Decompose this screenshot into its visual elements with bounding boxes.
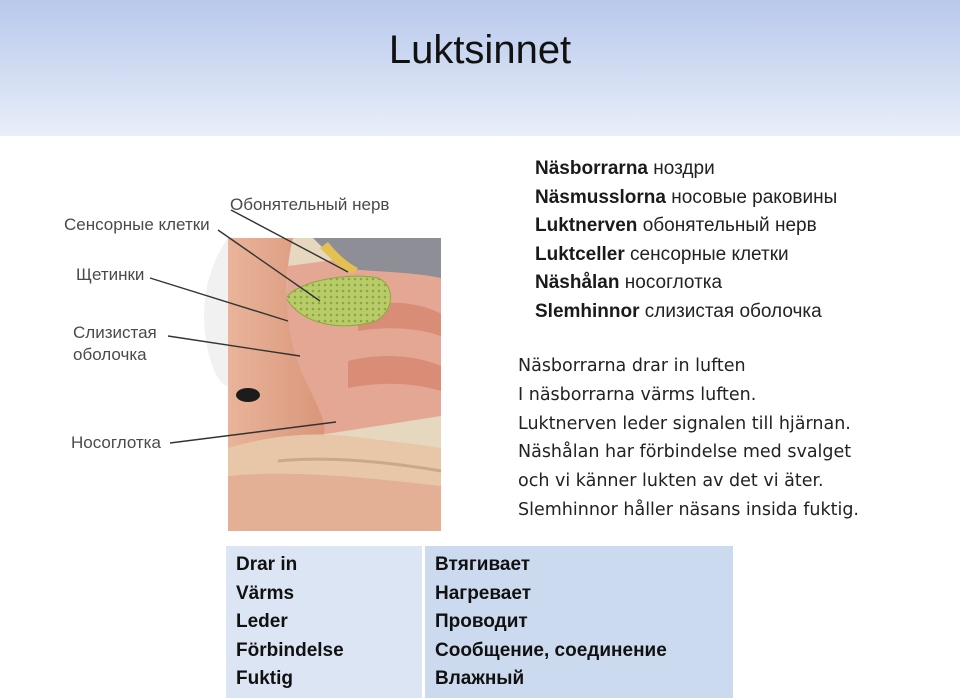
swedish-word: Förbindelse [236, 639, 344, 661]
russian-word: Нагревает [435, 582, 531, 604]
vocab-translation: обонятельный нерв [642, 215, 817, 237]
vocab-term: Luktceller [535, 243, 625, 265]
nostril [236, 388, 260, 402]
vocab-term: Näsborrarna [535, 158, 648, 179]
vocabulary-list [535, 155, 837, 327]
page-title: Luktsinnet [388, 28, 572, 72]
nose-anatomy-figure [58, 186, 448, 531]
label-hairs: Щетинки [76, 265, 145, 284]
russian-word: Проводит [435, 611, 528, 633]
vocab-row [535, 241, 837, 270]
title-banner [0, 0, 960, 136]
vocab-translation: сенсорные клетки [630, 243, 789, 265]
description-line: I näsborrarna värms luften. [518, 384, 757, 405]
swedish-word: Värms [236, 582, 295, 604]
vocab-row [535, 155, 837, 184]
label-sensory-cells: Сенсорные клетки [64, 215, 210, 234]
russian-words-box [425, 546, 733, 698]
background-white [204, 238, 228, 386]
description-line: Luktnerven leder signalen till hjärnan. [518, 413, 851, 434]
swedish-words-box [226, 546, 422, 698]
vocab-translation: ноздри [653, 158, 715, 179]
russian-word: Влажный [435, 668, 525, 690]
vocab-term: Slemhinnor [535, 300, 640, 322]
label-mucosa-line2: оболочка [73, 345, 147, 364]
russian-word: Сообщение, соединение [435, 639, 667, 661]
label-olfactory-nerve: Обонятельный нерв [230, 195, 390, 214]
vocab-row [535, 212, 837, 241]
swedish-word: Drar in [236, 554, 298, 575]
swedish-word: Fuktig [236, 668, 293, 690]
description-line: och vi känner lukten av det vi äter. [518, 471, 824, 492]
vocab-term: Näshålan [535, 272, 620, 294]
vocab-row [535, 298, 837, 327]
vocab-translation: слизистая оболочка [644, 300, 822, 322]
swedish-word: Leder [236, 611, 288, 633]
russian-word: Втягивает [435, 554, 531, 575]
description-line: Näsborrarna drar in luften [518, 356, 746, 376]
vocab-term: Näsmusslorna [535, 186, 666, 208]
vocab-row [535, 184, 837, 213]
description-text [518, 352, 859, 525]
label-nasopharynx: Носоглотка [71, 433, 161, 452]
description-line: Näshålan har förbindelse med svalget [518, 442, 852, 463]
vocab-translation: носоглотка [624, 272, 723, 294]
vocab-row [535, 269, 837, 298]
vocab-term: Luktnerven [535, 215, 638, 237]
description-line: Slemhinnor håller näsans insida fuktig. [518, 499, 859, 520]
vocab-translation: носовые раковины [671, 186, 838, 208]
label-mucosa-line1: Слизистая [73, 323, 157, 342]
